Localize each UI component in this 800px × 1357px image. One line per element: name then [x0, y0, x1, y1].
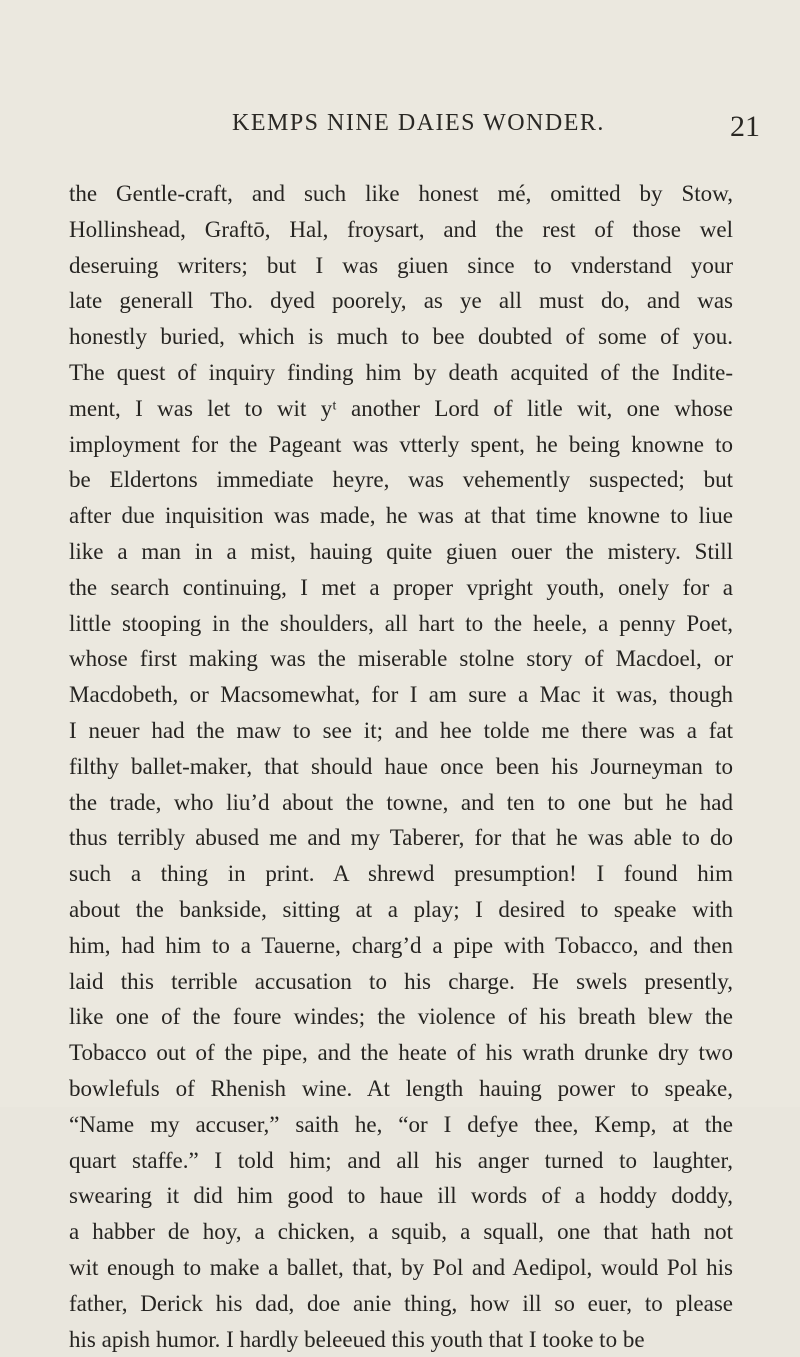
text-line: swearing it did him good to haue ill words of a hoddy doddy,	[69, 1178, 733, 1214]
text-line: such a thing in print. A shrewd presumption! I found him	[69, 856, 733, 892]
text-line: a habber de hoy, a chicken, a squib, a squall, one that hath not	[69, 1214, 733, 1250]
text-line: honestly buried, which is much to bee doubted of some of you.	[69, 319, 733, 355]
text-line: the Gentle-craft, and such like honest mé, omitted by Stow,	[69, 176, 733, 212]
text-line: be Eldertons immediate heyre, was vehemently suspected; but	[69, 462, 733, 498]
text-line: like one of the foure windes; the violence of his breath blew the	[69, 999, 733, 1035]
text-line: imployment for the Pageant was vtterly spent, he being knowne to	[69, 427, 733, 463]
text-line: Tobacco out of the pipe, and the heate of his wrath drunke dry two	[69, 1035, 733, 1071]
text-line: late generall Tho. dyed poorely, as ye all must do, and was	[69, 283, 733, 319]
text-line: Macdobeth, or Macsomewhat, for I am sure a Mac it was, though	[69, 677, 733, 713]
text-line: little stooping in the shoulders, all hart to the heele, a penny Poet,	[69, 606, 733, 642]
text-line: father, Derick his dad, doe anie thing, how ill so euer, to please	[69, 1286, 733, 1322]
text-line: Hollinshead, Graftō, Hal, froysart, and the rest of those wel	[69, 212, 733, 248]
text-line: after due inquisition was made, he was at that time knowne to liue	[69, 498, 733, 534]
text-line: him, had him to a Tauerne, charg’d a pipe with Tobacco, and then	[69, 928, 733, 964]
page-number: 21	[730, 110, 760, 144]
text-line: about the bankside, sitting at a play; I desired to speake with	[69, 892, 733, 928]
text-line: the trade, who liu’d about the towne, and ten to one but he had	[69, 785, 733, 821]
text-line: wit enough to make a ballet, that, by Pol and Aedipol, would Pol his	[69, 1250, 733, 1286]
text-line: his apish humor. I hardly beleeued this youth that I tooke to be	[69, 1322, 733, 1357]
text-line: like a man in a mist, hauing quite giuen ouer the mistery. Still	[69, 534, 733, 570]
text-line: ment, I was let to wit yᵗ another Lord of litle wit, one whose	[69, 391, 733, 427]
text-line: filthy ballet-maker, that should haue once been his Journeyman to	[69, 749, 733, 785]
text-line: The quest of inquiry finding him by death acquited of the Indite-	[69, 355, 733, 391]
text-line: I neuer had the maw to see it; and hee tolde me there was a fat	[69, 713, 733, 749]
running-title: KEMPS NINE DAIES WONDER.	[232, 110, 605, 137]
text-line: deseruing writers; but I was giuen since to vnderstand your	[69, 248, 733, 284]
text-line: quart staffe.” I told him; and all his anger turned to laughter,	[69, 1143, 733, 1179]
text-line: “Name my accuser,” saith he, “or I defye thee, Kemp, at the	[69, 1107, 733, 1143]
body-text	[69, 176, 733, 1357]
text-line: bowlefuls of Rhenish wine. At length hauing power to speake,	[69, 1071, 733, 1107]
text-line: the search continuing, I met a proper vpright youth, onely for a	[69, 570, 733, 606]
running-head	[72, 110, 760, 150]
text-line: laid this terrible accusation to his charge. He swels presently,	[69, 964, 733, 1000]
text-line: thus terribly abused me and my Taberer, for that he was able to do	[69, 820, 733, 856]
text-line: whose first making was the miserable stolne story of Macdoel, or	[69, 641, 733, 677]
